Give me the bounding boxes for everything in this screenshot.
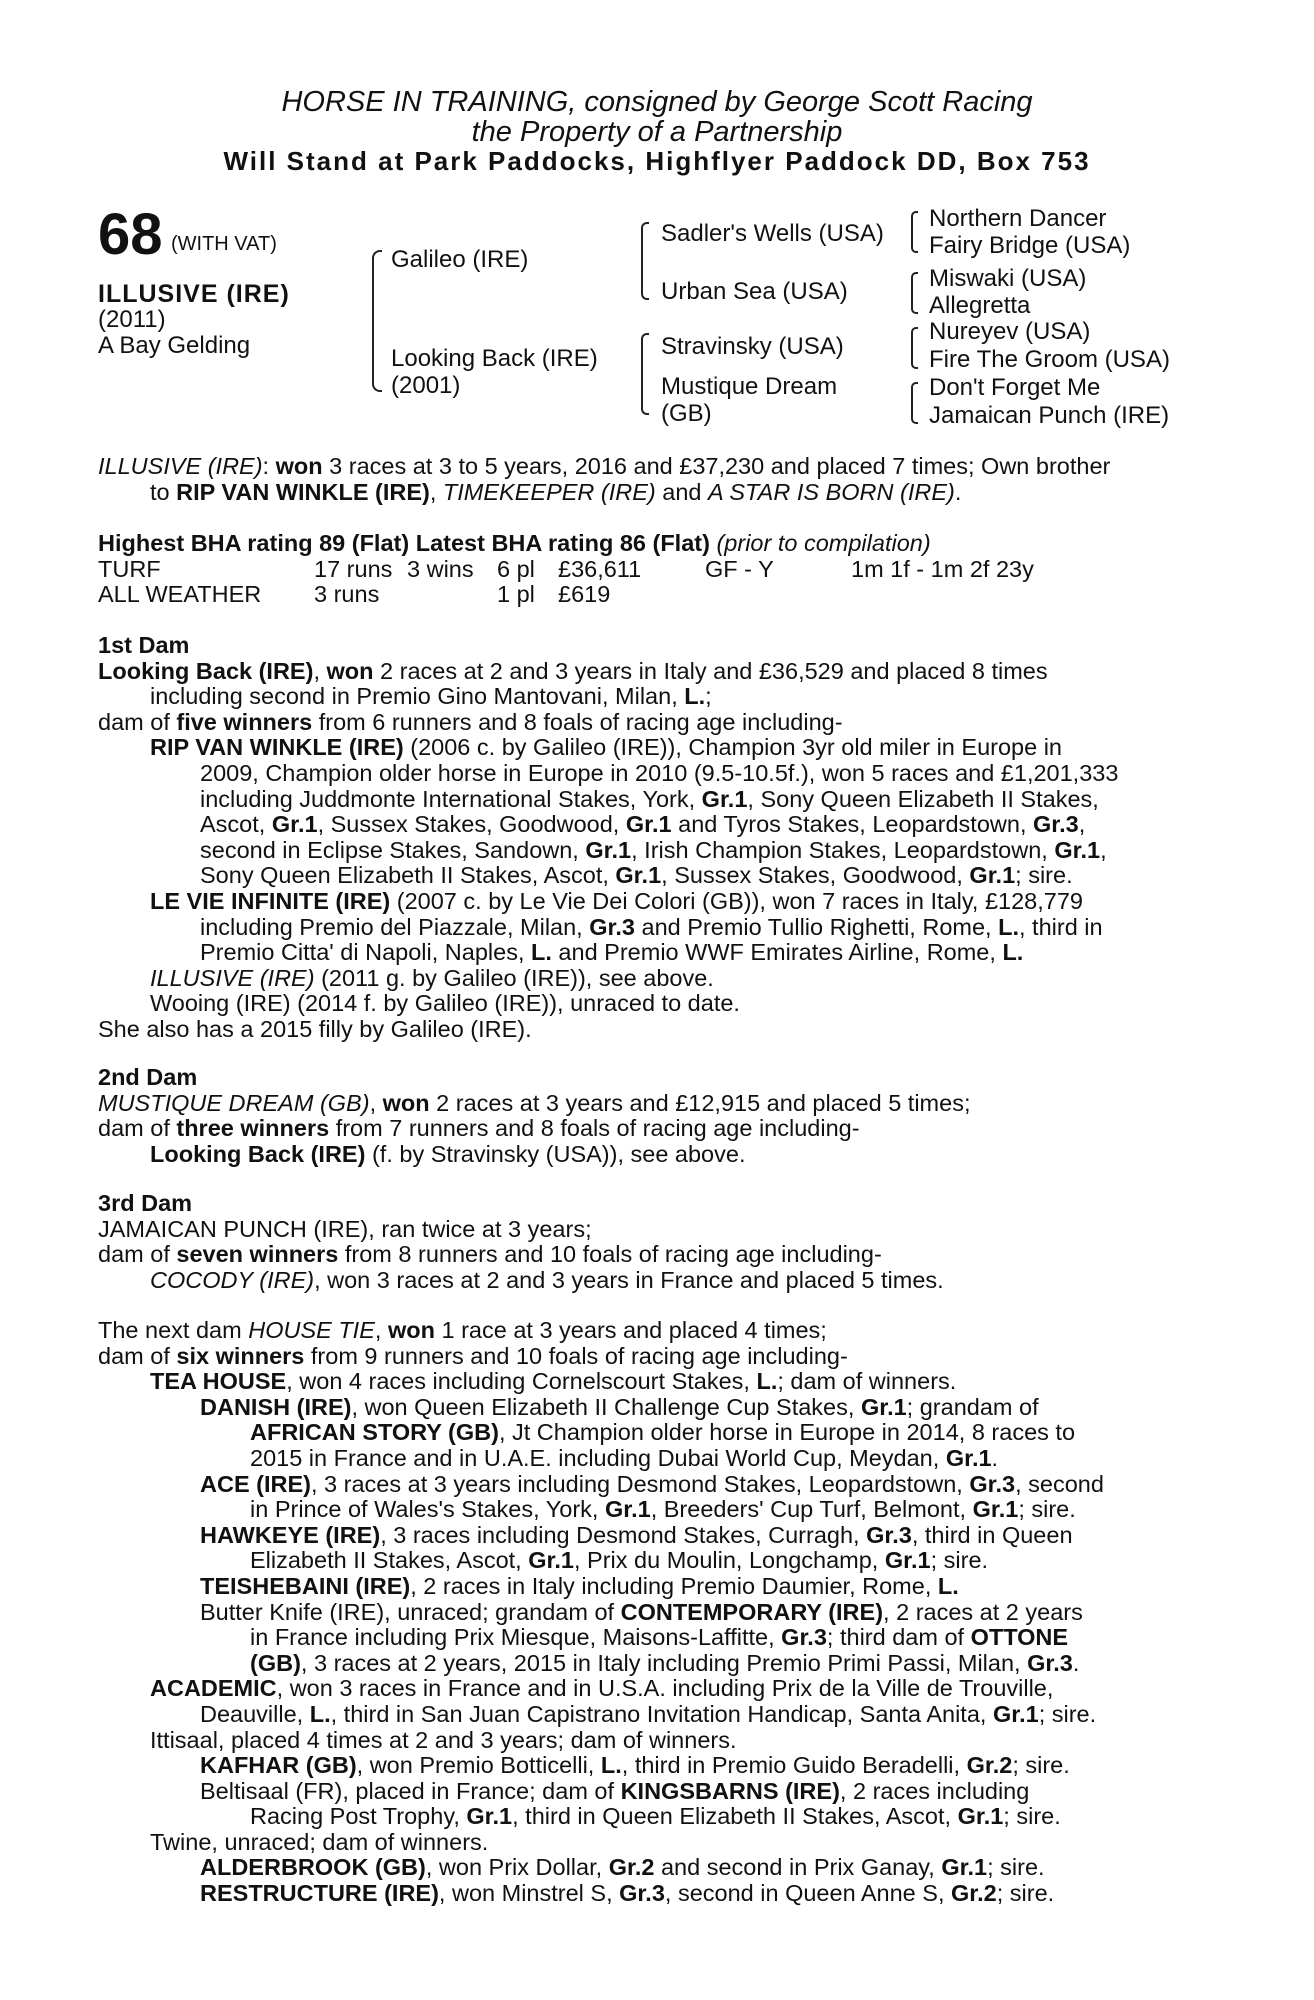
pedigree-gg-2: Fairy Bridge (USA) — [929, 232, 1131, 259]
lot-number: 68 — [98, 202, 163, 267]
vat-note: (WITH VAT) — [171, 233, 277, 255]
progeny-line: 2009, Champion older horse in Europe in 2010 (9.5-10.5f.), won 5 races and £1,201,333 — [200, 759, 1119, 786]
progeny-alderbrook: ALDERBROOK (GB), won Prix Dollar, Gr.2 and second in Prix Ganay, Gr.1; sire. — [200, 1854, 1045, 1881]
progeny-line: including Juddmonte International Stakes, York, Gr.1, Sony Queen Elizabeth II Stakes, — [200, 785, 1099, 812]
progeny-line: Ascot, Gr.1, Sussex Stakes, Goodwood, Gr.1 and Tyros Stakes, Leopardstown, Gr.3, — [200, 811, 1086, 838]
horse-description: A Bay Gelding — [98, 332, 251, 359]
summary-line: to RIP VAN WINKLE (IRE), TIMEKEEPER (IRE) and A STAR IS BORN (IRE). — [150, 478, 962, 505]
progeny-line: Racing Post Trophy, Gr.1, third in Queen Elizabeth II Stakes, Ascot, Gr.1; sire. — [250, 1803, 1061, 1830]
dam2-line: MUSTIQUE DREAM (GB), won 2 races at 3 years and £12,915 and placed 5 times; — [98, 1089, 971, 1116]
ratings-block — [98, 531, 1208, 608]
pedigree-dam-sire: Stravinsky (USA) — [661, 333, 844, 360]
progeny-restructure: RESTRUCTURE (IRE), won Minstrel S, Gr.3, second in Queen Anne S, Gr.2; sire. — [200, 1880, 1055, 1907]
property-line: the Property of a Partnership — [471, 116, 843, 148]
progeny-line: Elizabeth II Stakes, Ascot, Gr.1, Prix du Moulin, Longchamp, Gr.1; sire. — [250, 1547, 989, 1574]
dam1-line: Looking Back (IRE), won 2 races at 2 and 3 years in Italy and £36,529 and placed 8 times — [98, 657, 1048, 684]
dam3-line: dam of seven winners from 8 runners and 10 foals of racing age including- — [98, 1241, 882, 1268]
progeny-academic: ACADEMIC, won 3 races in France and in U.S.A. including Prix de la Ville de Trouville, — [150, 1675, 1054, 1702]
progeny-line: (GB), 3 races at 2 years, 2015 in Italy including Premio Primi Passi, Milan, Gr.3. — [250, 1649, 1080, 1676]
pedigree-brace-dam — [641, 333, 649, 415]
dam1-filly-note: She also has a 2015 filly by Galileo (IRE). — [98, 1015, 532, 1042]
progeny-line: in Prince of Wales's Stakes, York, Gr.1, Breeders' Cup Turf, Belmont, Gr.1; sire. — [250, 1496, 1076, 1523]
progeny-beltisaal: Beltisaal (FR), placed in France; dam of KINGSBARNS (IRE), 2 races including — [200, 1777, 1030, 1804]
pedigree-brace-g3 — [911, 327, 918, 369]
pedigree-gg-1: Northern Dancer — [929, 205, 1107, 232]
ratings-row-turf: TURF 17 runs 3 wins 6 pl £36,611 GF - Y 1m 1f - 1m 2f 23y — [98, 555, 1034, 582]
pedigree-dam-year: (2001) — [391, 372, 461, 399]
progeny-line: 2015 in France and in U.A.E. including Dubai World Cup, Meydan, Gr.1. — [250, 1444, 999, 1471]
progeny-rip-van-winkle: RIP VAN WINKLE (IRE) (2006 c. by Galileo (IRE)), Champion 3yr old miler in Europe in — [150, 734, 1062, 761]
third-dam-heading: 3rd Dam — [98, 1190, 193, 1216]
second-dam-block — [98, 1065, 1208, 1167]
horse-year: (2011) — [98, 306, 166, 333]
pedigree-brace-sire — [641, 222, 649, 300]
pedigree-sire: Galileo (IRE) — [391, 246, 529, 273]
progeny-wooing: Wooing (IRE) (2014 f. by Galileo (IRE)), unraced to date. — [150, 990, 740, 1017]
pedigree-brace-g2 — [911, 272, 918, 314]
third-dam-block — [98, 1191, 1208, 1293]
progeny-looking-back: Looking Back (IRE) (f. by Stravinsky (USA)), see above. — [150, 1140, 746, 1167]
progeny-ittisaal: Ittisaal, placed 4 times at 2 and 3 years; dam of winners. — [150, 1726, 737, 1753]
pedigree-gg-7: Don't Forget Me — [929, 374, 1101, 401]
progeny-kafhar: KAFHAR (GB), won Premio Botticelli, L., third in Premio Guido Beradelli, Gr.2; sire. — [200, 1752, 1070, 1779]
pedigree-gg-6: Fire The Groom (USA) — [929, 346, 1170, 373]
progeny-ace: ACE (IRE), 3 races at 3 years including Desmond Stakes, Leopardstown, Gr.3, second — [200, 1470, 1104, 1497]
pedigree-dam: Looking Back (IRE) — [391, 345, 598, 372]
progeny-cocody: COCODY (IRE), won 3 races at 2 and 3 years in France and placed 5 times. — [150, 1266, 944, 1293]
pedigree-brace-g1 — [911, 211, 918, 253]
progeny-line: including Premio del Piazzale, Milan, Gr.3 and Premio Tullio Righetti, Rome, L., third in — [200, 913, 1103, 940]
progeny-line: Sony Queen Elizabeth II Stakes, Ascot, Gr.1, Sussex Stakes, Goodwood, Gr.1; sire. — [200, 862, 1073, 889]
ratings-heading: Highest BHA rating 89 (Flat) Latest BHA rating 86 (Flat) (prior to compilation) — [98, 530, 931, 556]
progeny-line: second in Eclipse Stakes, Sandown, Gr.1, Irish Champion Stakes, Leopardstown, Gr.1, — [200, 836, 1107, 863]
pedigree-gg-4: Allegretta — [929, 292, 1031, 319]
progeny-illusive: ILLUSIVE (IRE) (2011 g. by Galileo (IRE)), see above. — [150, 964, 714, 991]
progeny-teishebaini: TEISHEBAINI (IRE), 2 races in Italy including Premio Daumier, Rome, L. — [200, 1572, 959, 1599]
first-dam-block — [98, 633, 1208, 1043]
pedigree-gg-5: Nureyev (USA) — [929, 318, 1091, 345]
pedigree-sire-sire: Sadler's Wells (USA) — [661, 220, 884, 247]
progeny-twine: Twine, unraced; dam of winners. — [150, 1828, 489, 1855]
summary-block — [98, 454, 1208, 505]
progeny-line: in France including Prix Miesque, Maisons-Laffitte, Gr.3; third dam of OTTONE — [250, 1624, 1069, 1651]
pedigree-sire-dam: Urban Sea (USA) — [661, 278, 848, 305]
next-dam-block — [98, 1318, 1208, 1907]
dam1-line: including second in Premio Gino Mantovani, Milan, L.; — [150, 683, 712, 710]
pedigree-gg-8: Jamaican Punch (IRE) — [929, 402, 1170, 429]
summary-line: ILLUSIVE (IRE): won 3 races at 3 to 5 years, 2016 and £37,230 and placed 7 times; Own brother — [98, 453, 1111, 479]
progeny-tea-house: TEA HOUSE, won 4 races including Cornelscourt Stakes, L.; dam of winners. — [150, 1368, 957, 1395]
first-dam-heading: 1st Dam — [98, 632, 190, 658]
dam1-line: dam of five winners from 6 runners and 8 foals of racing age including- — [98, 708, 843, 735]
next-dam-line: dam of six winners from 9 runners and 10 foals of racing age including- — [98, 1342, 848, 1369]
dam3-line: JAMAICAN PUNCH (IRE), ran twice at 3 years; — [98, 1215, 592, 1242]
progeny-african-story: AFRICAN STORY (GB), Jt Champion older horse in Europe in 2014, 8 races to — [250, 1419, 1076, 1446]
pedigree-brace-main — [372, 250, 382, 392]
pedigree-brace-g4 — [911, 382, 918, 424]
dam2-line: dam of three winners from 7 runners and 8 foals of racing age including- — [98, 1115, 860, 1142]
consignor-line: HORSE IN TRAINING, consigned by George Scott Racing — [281, 86, 1033, 118]
next-dam-line: The next dam HOUSE TIE, won 1 race at 3 years and placed 4 times; — [98, 1317, 827, 1343]
horse-name: ILLUSIVE (IRE) — [98, 280, 290, 308]
progeny-danish: DANISH (IRE), won Queen Elizabeth II Challenge Cup Stakes, Gr.1; grandam of — [200, 1393, 1039, 1420]
pedigree-dam-dam: Mustique Dream — [661, 373, 838, 400]
pedigree-gg-3: Miswaki (USA) — [929, 265, 1087, 292]
ratings-row-aw: ALL WEATHER 3 runs 1 pl £619 — [98, 581, 611, 608]
progeny-le-vie-infinite: LE VIE INFINITE (IRE) (2007 c. by Le Vie Dei Colori (GB)), won 7 races in Italy, £128,779 — [150, 887, 1083, 914]
progeny-butter-knife: Butter Knife (IRE), unraced; grandam of CONTEMPORARY (IRE), 2 races at 2 years — [200, 1598, 1083, 1625]
stand-line: Will Stand at Park Paddocks, Highflyer Paddock DD, Box 753 — [223, 146, 1091, 176]
pedigree-dam-dam-country: (GB) — [661, 400, 712, 427]
second-dam-heading: 2nd Dam — [98, 1064, 198, 1090]
progeny-line: Premio Citta' di Napoli, Naples, L. and Premio WWF Emirates Airline, Rome, L. — [200, 939, 1024, 966]
progeny-line: Deauville, L., third in San Juan Capistrano Invitation Handicap, Santa Anita, Gr.1; sire. — [200, 1700, 1097, 1727]
progeny-hawkeye: HAWKEYE (IRE), 3 races including Desmond Stakes, Curragh, Gr.3, third in Queen — [200, 1521, 1073, 1548]
